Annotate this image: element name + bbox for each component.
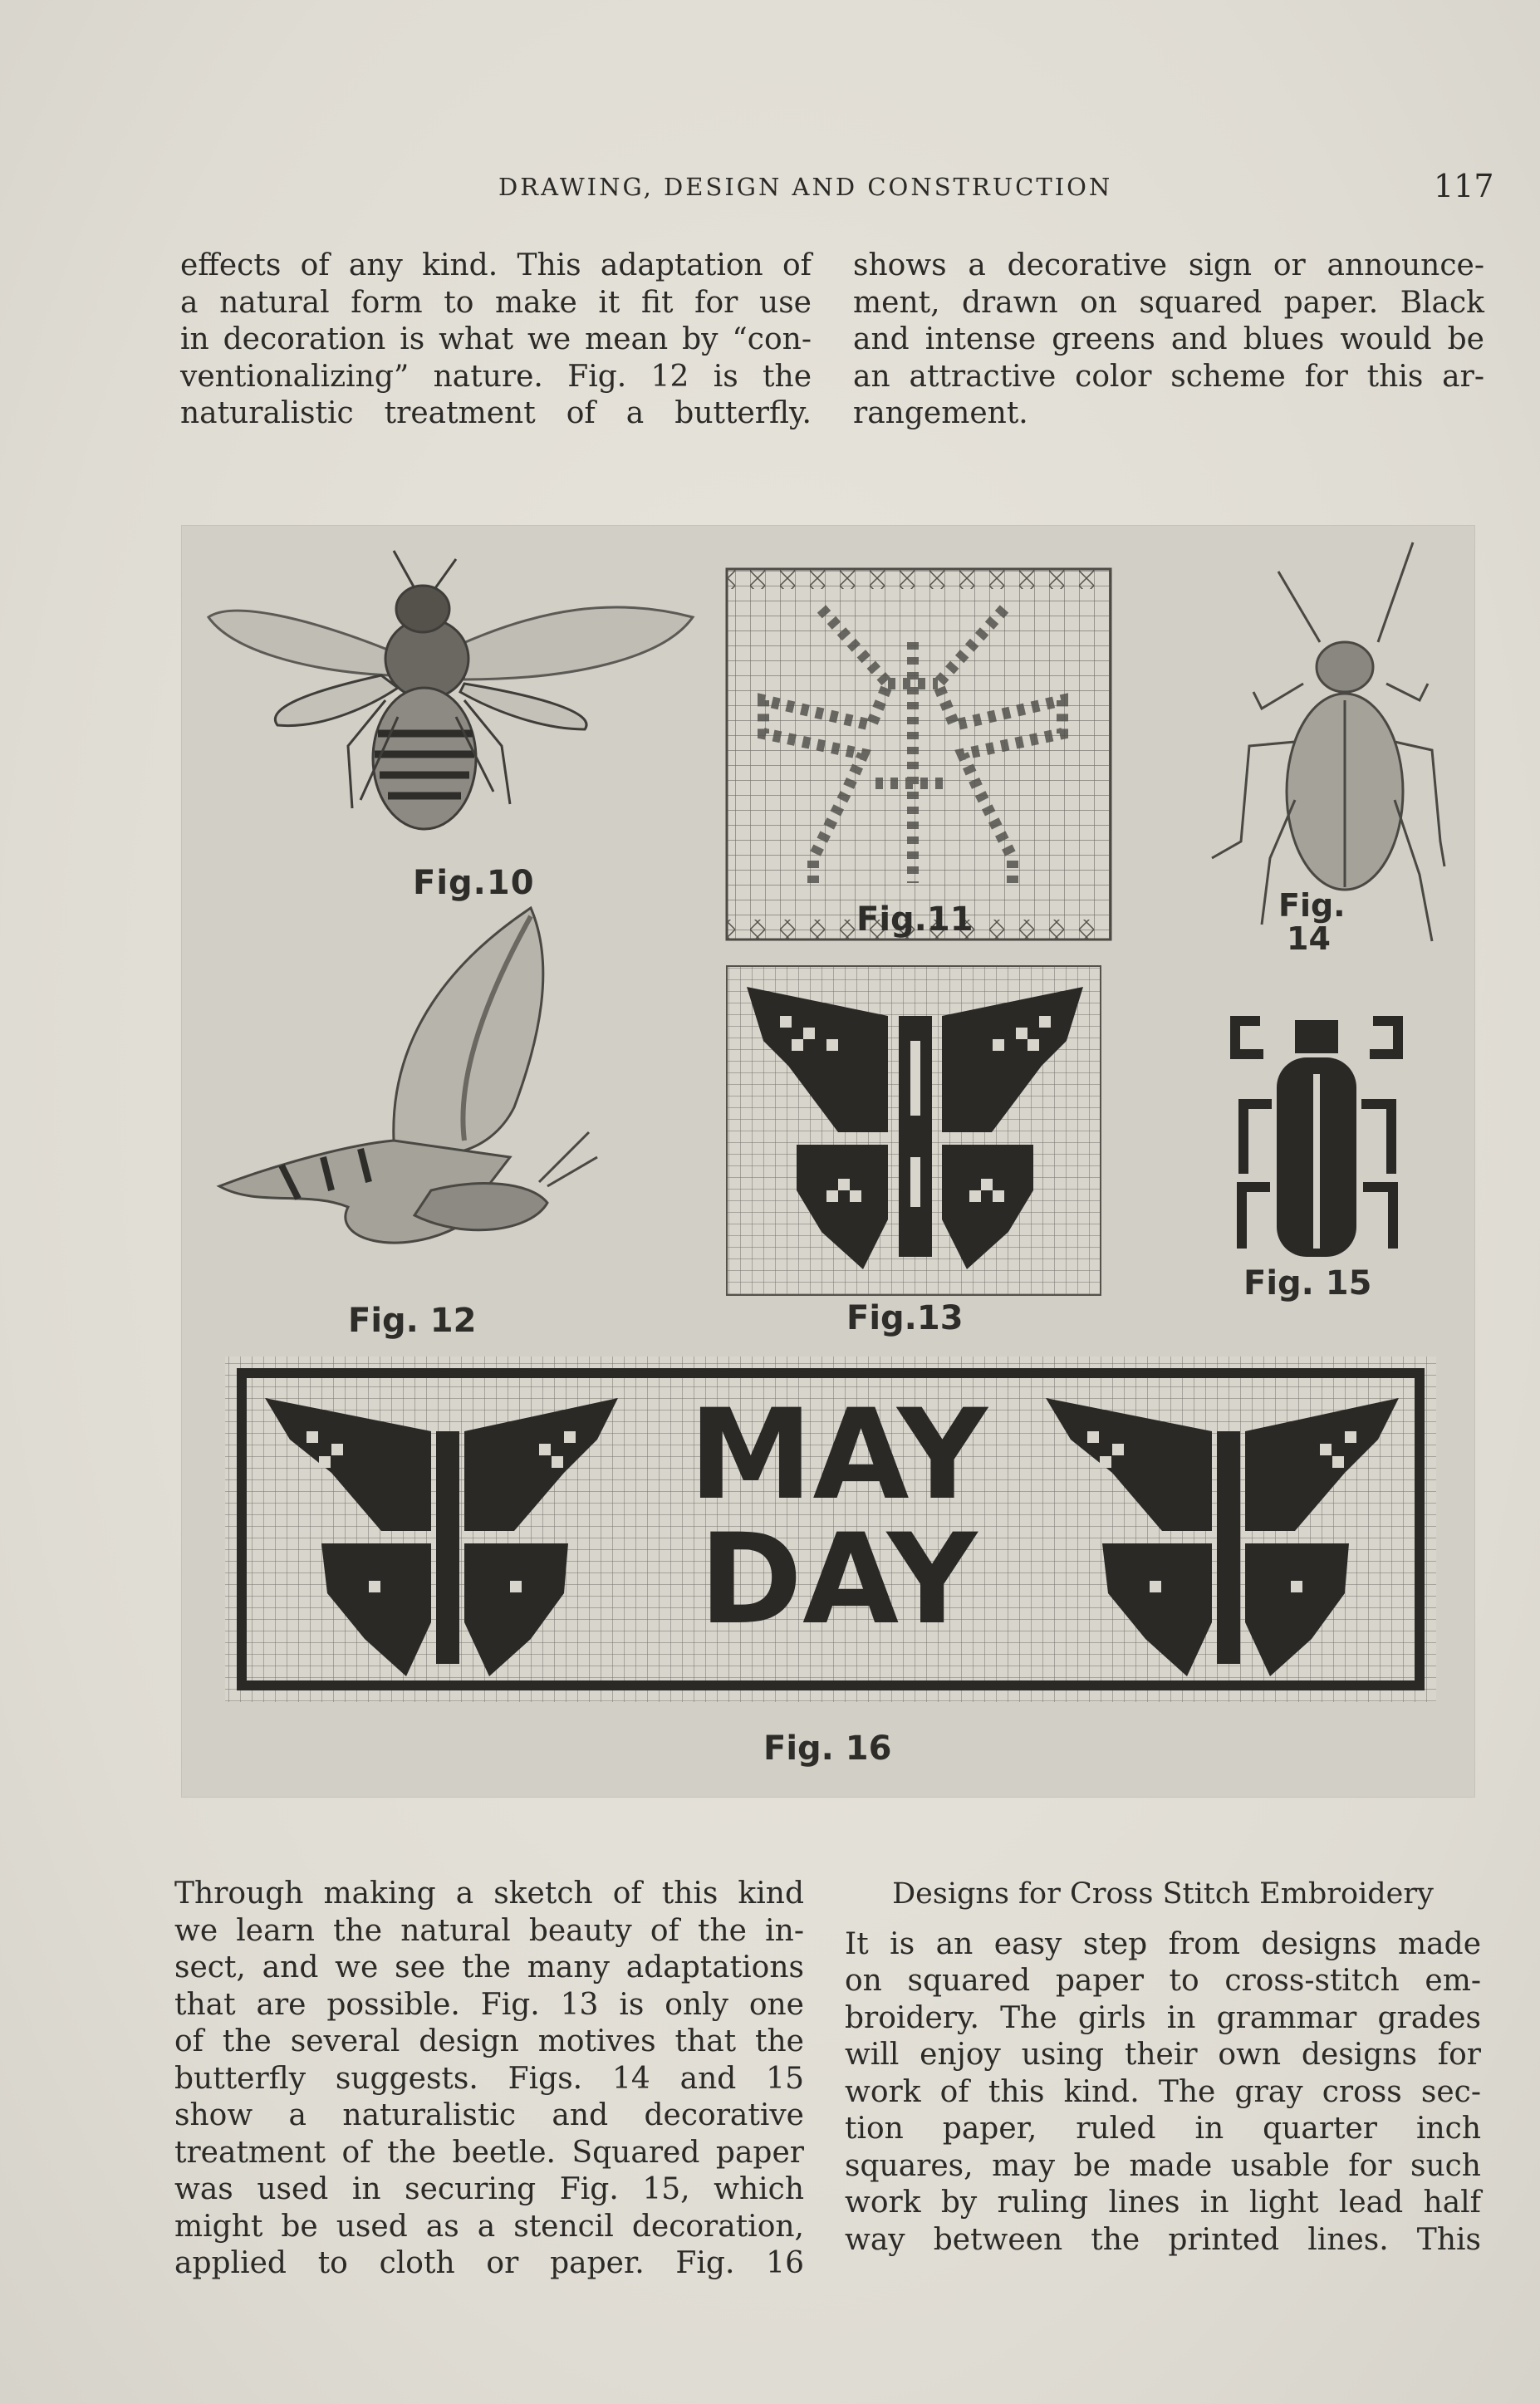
text-line: and intense greens and blues would be — [853, 322, 1484, 356]
text-line: was used in securing Fig. 15, which — [174, 2172, 804, 2206]
bottom-left-paragraph — [174, 1876, 804, 2283]
text-line: It is an easy step from designs made — [845, 1926, 1481, 1961]
top-left-paragraph — [180, 248, 812, 433]
top-right-paragraph — [853, 248, 1484, 433]
text-line: show a naturalistic and decorative — [174, 2098, 804, 2132]
text-line: ment, drawn on squared paper. Black — [853, 285, 1484, 320]
sign-text-may: MAY — [689, 1383, 988, 1528]
fig-14-label-top: Fig. — [1278, 887, 1346, 924]
text-line: broidery. The girls in grammar grades — [845, 2000, 1481, 2035]
text-line: an attractive color scheme for this ar- — [853, 359, 1484, 394]
fig-11-label: Fig.11 — [856, 900, 974, 939]
cross-stitch-grid-figure — [727, 569, 1111, 940]
text-line: we learn the natural beauty of the in- — [174, 1913, 804, 1948]
text-line: effects of any kind. This adaptation of — [180, 248, 812, 282]
text-line: will enjoy using their own designs for — [845, 2038, 1481, 2072]
squared-butterfly-figure — [727, 966, 1101, 1295]
header-title: DRAWING, DESIGN AND CONSTRUCTION — [498, 173, 1113, 201]
text-line: of the several design motives that the — [174, 2024, 804, 2058]
text-line: naturalistic treatment of a butterfly. — [180, 396, 812, 430]
butterfly-drawing — [219, 908, 597, 1243]
fig-12-label: Fig. 12 — [348, 1302, 477, 1340]
text-line: a natural form to make it fit for use — [180, 285, 812, 320]
illustration-artwork — [182, 526, 1474, 1797]
page-number: 117 — [1434, 168, 1494, 204]
fig-14-label-bottom: 14 — [1287, 920, 1331, 957]
text-line: work of this kind. The gray cross sec- — [845, 2074, 1481, 2109]
illustration-plate — [181, 525, 1475, 1798]
fig-16-label: Fig. 16 — [763, 1729, 892, 1768]
text-line: might be used as a stencil decoration, — [174, 2209, 804, 2244]
beetle-drawing — [1212, 542, 1444, 941]
fig-13-label: Fig.13 — [846, 1299, 964, 1337]
text-line: applied to cloth or paper. Fig. 16 — [174, 2246, 804, 2280]
text-line: in decoration is what we mean by “con- — [180, 322, 812, 356]
text-line: sect, and we see the many adaptations — [174, 1950, 804, 1985]
bottom-right-section — [845, 1876, 1481, 2259]
text-line: ventionalizing” nature. Fig. 12 is the — [180, 359, 812, 394]
fig-15-label: Fig. 15 — [1243, 1264, 1372, 1303]
text-line: work by ruling lines in light lead half — [845, 2186, 1481, 2220]
text-line: squares, may be made usable for such — [845, 2148, 1481, 2183]
running-header — [0, 168, 1540, 214]
text-line: butterfly suggests. Figs. 14 and 15 — [174, 2061, 804, 2096]
text-line: treatment of the beetle. Squared paper — [174, 2135, 804, 2170]
text-line: Through making a sketch of this kind — [174, 1877, 804, 1911]
fig-10-label: Fig.10 — [413, 864, 535, 902]
text-line: rangement. — [853, 396, 1028, 430]
section-heading: Designs for Cross Stitch Embroidery — [892, 1877, 1434, 1911]
may-day-sign-figure — [225, 1357, 1436, 1702]
sign-text-day: DAY — [699, 1508, 978, 1652]
text-line: on squared paper to cross-stitch em- — [845, 1964, 1481, 1998]
bee-drawing — [208, 551, 693, 829]
text-line: that are possible. Fig. 13 is only one — [174, 1987, 804, 2022]
text-line: shows a decorative sign or announce- — [853, 248, 1484, 282]
text-line: tion paper, ruled in quarter inch — [845, 2112, 1481, 2146]
text-line: way between the printed lines. This — [845, 2222, 1481, 2257]
